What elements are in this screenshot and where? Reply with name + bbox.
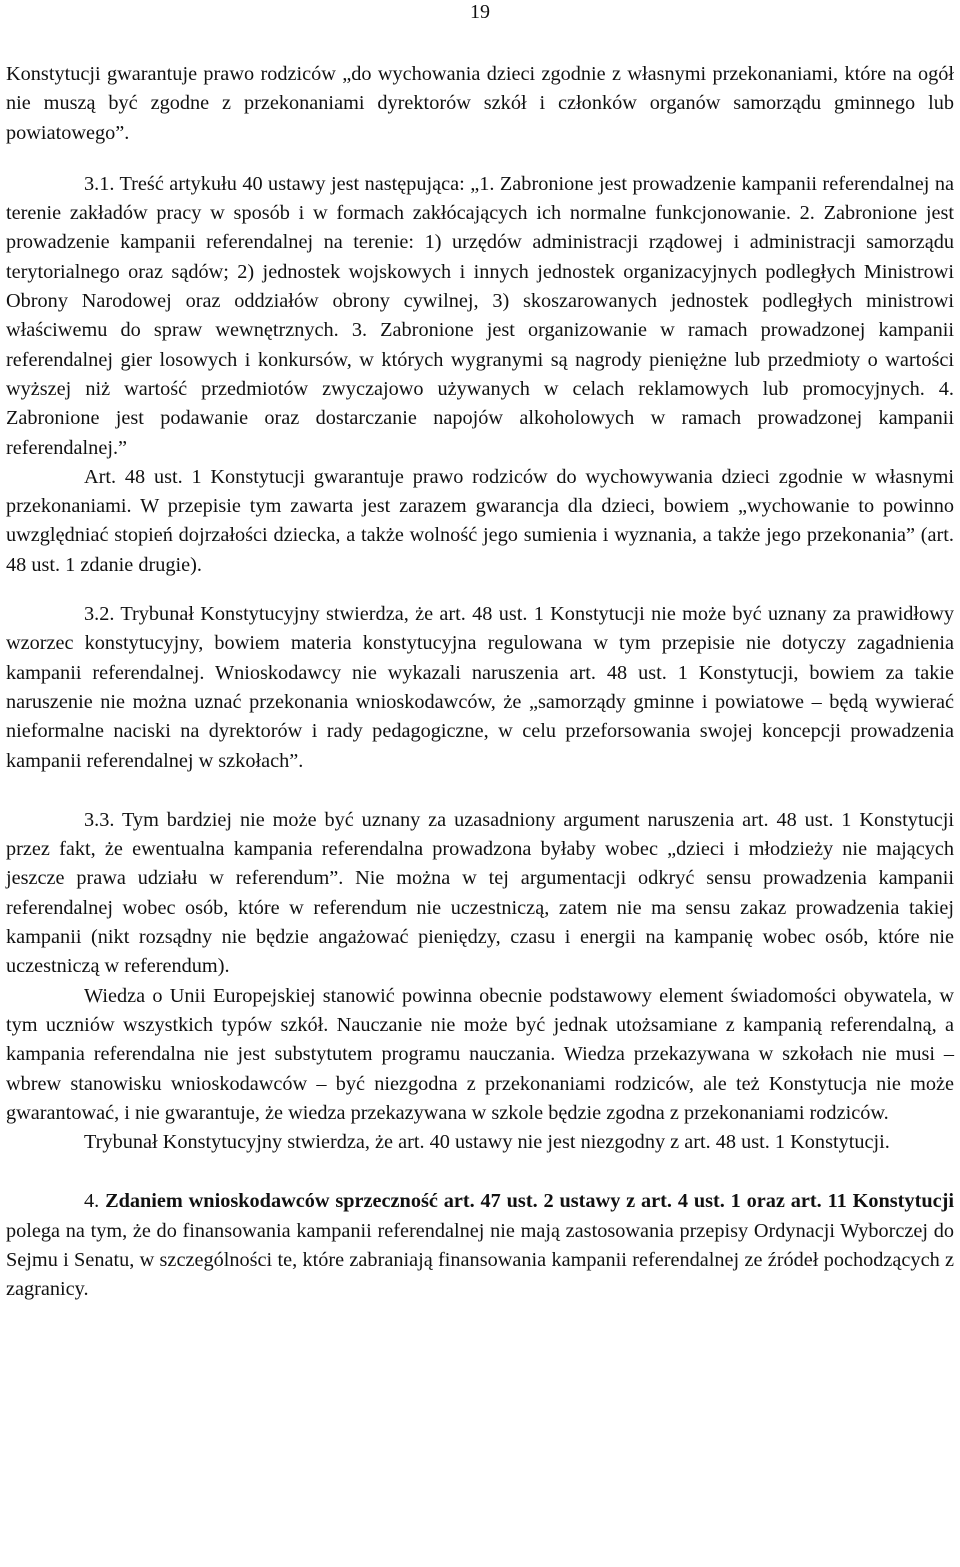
paragraph-4-rest: polega na tym, że do finansowania kampanii referendalnej nie mają zastosowania przepisy Ordynacji Wyborczej do Sejmu i Senatu, w szczególności te, które zabraniają finansowania kampanii referendalnej ze źródeł pochodzących z zagranicy. (6, 1219, 954, 1301)
document-body (6, 60, 954, 1305)
paragraph-wiedza: Wiedza o Unii Europejskiej stanowić powinna obecnie podstawowy element świadomości obywatela, w tym uczniów wszystkich typów szkół. Nauczanie nie może być jednak utożsamiane z kampanią referendalną, a kampania referendalna nie jest substytutem programu nauczania. Wiedza przekazywana w szkołach nie musi – wbrew stanowisku wnioskodawców – być niezgodna z przekonaniami rodziców, ale też Konstytucja nie może gwarantować, i nie gwarantuje, że wiedza przekazywana w szkole będzie zgodna z przekonaniami rodziców. (6, 984, 954, 1124)
paragraph-4-number: 4. (84, 1190, 106, 1213)
paragraph-continuation: Konstytucji gwarantuje prawo rodziców „do wychowania dzieci zgodnie z własnymi przekonaniami, które na ogół nie muszą być zgodne z przekonaniami dyrektorów szkół i członków organów samorządu gminnego lub powiatowego”. (6, 63, 954, 144)
paragraph-conclusion: Trybunał Konstytucyjny stwierdza, że art. 40 ustawy nie jest niezgodny z art. 48 ust. 1 Konstytucji. (84, 1131, 890, 1154)
paragraph-3-2: 3.2. Trybunał Konstytucyjny stwierdza, że art. 48 ust. 1 Konstytucji nie może być uznany za prawidłowy wzorzec konstytucyjny, bowiem materia konstytucyjna regulowana w tym przepisie nie dotyczy zagadnienia kampanii referendalnej. Wnioskodawcy nie wykazali naruszenia art. 48 ust. 1 Konstytucji, bowiem za takie naruszenie nie można uznać przekonania wnioskodawców, że „samorządy gminne i powiatowe – będą wywierać nieformalne naciski na dyrektorów i rady pedagogiczne, w celu przeforsowania swojej koncepcji prowadzenia kampanii referendalnej w szkołach”. (6, 603, 954, 772)
paragraph-4 (6, 1187, 954, 1304)
paragraph-art-48: Art. 48 ust. 1 Konstytucji gwarantuje prawo rodziców do wychowywania dzieci zgodnie w własnymi przekonaniami. W przepisie tym zawarta jest zarazem gwarancja dla dzieci, bowiem „wychowanie to powinno uwzględniać stopień dojrzałości dziecka, a także wolność jego sumienia i wyznania, a także jego przekonania” (art. 48 ust. 1 zdanie drugie). (6, 465, 954, 576)
paragraph-3-3: 3.3. Tym bardziej nie może być uznany za uzasadniony argument naruszenia art. 48 ust. 1 Konstytucji przez fakt, że ewentualna kampania referendalna prowadzona byłaby wobec „dzieci i młodzieży nie mających jeszcze prawa udziału w referendum”. Nie można w tej argumentacji odkryć sensu prowadzenia kampanii referendalnej wobec osób, które w referendum nie uczestniczą, zatem nie ma sensu zakaz prowadzenia takiej kampanii (nikt rozsądny nie będzie angażować pieniędzy, czasu i energii na kampanię wobec osób, które nie uczestniczą w referendum). (6, 808, 954, 978)
paragraph-4-bold: Zdaniem wnioskodawców sprzeczność art. 47 ust. 2 ustawy z art. 4 ust. 1 oraz art. 11 Konstytucji (105, 1190, 954, 1213)
paragraph-3-1: 3.1. Treść artykułu 40 ustawy jest następująca: „1. Zabronione jest prowadzenie kampanii referendalnej na terenie zakładów pracy w sposób i w formach zakłócających ich normalne funkcjonowanie. 2. Zabronione jest prowadzenie kampanii referendalnej na terenie: 1) urzędów administracji rządowej i administracji samorządu terytorialnego oraz sądów; 2) jednostek wojskowych i innych jednostek organizacyjnych podległych Ministrowi Obrony Narodowej oraz oddziałów obrony cywilnej, 3) skoszarowanych jednostek podległych ministrowi właściwemu do spraw wewnętrznych. 3. Zabronione jest organizowanie w ramach prowadzonej kampanii referendalnej gier losowych i konkursów, w których wygranymi są nagrody pieniężne lub przedmioty o wartości wyższej niż wartość przedmiotów zwyczajowo używanych w celach reklamowych lub promocyjnych. 4. Zabronione jest podawanie oraz dostarczanie napojów alkoholowych w ramach prowadzonej kampanii referendalnej.” (6, 172, 954, 459)
page-number: 19 (470, 1, 490, 23)
